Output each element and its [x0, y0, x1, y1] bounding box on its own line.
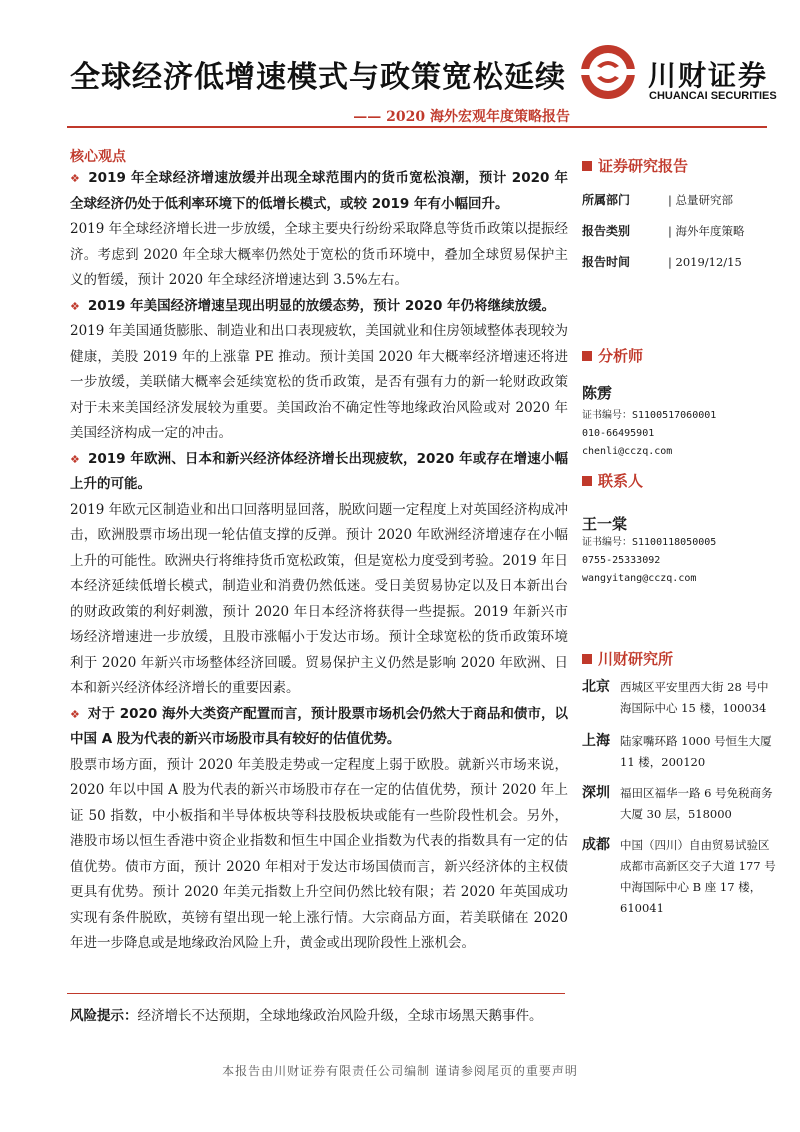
contact-heading [582, 470, 782, 491]
office-address: 陆家嘴环路 1000 号恒生大厦 11 楼，200120 [620, 734, 772, 769]
contact-name: 王一棠 [582, 515, 628, 533]
office-address: 福田区福华一路 6 号免税商务大厦 30 层，518000 [620, 786, 773, 821]
square-bullet-icon [582, 476, 592, 486]
meta-value: | 2019/12/15 [668, 254, 742, 269]
chuancai-logo-icon [580, 44, 636, 100]
analyst-cert: 证书编号：S1100517060001 [582, 410, 717, 421]
diamond-bullet-icon: ❖ [70, 452, 80, 466]
analyst-heading [582, 345, 782, 366]
contact-heading-text: 联系人 [598, 472, 644, 490]
office-city: 北京 [582, 679, 610, 695]
contact-email[interactable]: wangyitang@cczq.com [582, 573, 697, 584]
report-title: 全球经济低增速模式与政策宽松延续 [70, 60, 566, 95]
report-info-heading [582, 155, 782, 176]
section-heading [70, 294, 568, 320]
brand-name-cn: 川财证券 [648, 59, 769, 92]
square-bullet-icon [582, 161, 592, 171]
report-info-heading-text: 证券研究报告 [598, 157, 689, 175]
diamond-bullet-icon: ❖ [70, 172, 81, 185]
risk-note [70, 1004, 543, 1024]
office-address: 西城区平安里西大街 28 号中海国际中心 15 楼，100034 [620, 680, 769, 715]
report-subtitle: —— 2020 海外宏观年度策略报告 [353, 109, 570, 125]
risk-label: 风险提示： [70, 1008, 138, 1024]
footer-disclaimer: 本报告由川财证券有限责任公司编制 谨请参阅尾页的重要声明 [222, 1064, 578, 1078]
office-shanghai [582, 731, 782, 773]
section-body: 2019 年美国通货膨胀、制造业和出口表现疲软，美国就业和住房领域整体表现较为健康，美股 2019 年的上涨靠 PE 推动。预计美国 2020 年大概率经济增速还将进一步放缓，美联储大概率会延续宽松的货币政策，是否有强有力的新一轮财政政策对于未来美国经济发展较为重要。美国政治不确定性等地缘政治风险或对 2020 年美国经济构成一定的冲击。 [70, 323, 568, 441]
risk-text: 经济增长不达预期，全球地缘政治风险升级，全球市场黑天鹅事件。 [137, 1008, 543, 1024]
section-body: 2019 年全球经济增长进一步放缓，全球主要央行纷纷采取降息等货币政策以提振经济。考虑到 2020 年全球大概率仍然处于宽松的货币环境中，叠加全球贸易保护主义的暂缓，预计 2020 年全球经济增速达到 3.5%左右。 [70, 221, 568, 288]
meta-row-department [582, 184, 782, 215]
diamond-bullet-icon: ❖ [70, 707, 80, 721]
office-beijing [582, 677, 782, 719]
institute-heading-text: 川财研究所 [598, 650, 674, 668]
meta-key: 所属部门 [582, 193, 631, 207]
meta-row-category [582, 215, 782, 246]
office-chengdu [582, 835, 782, 919]
section-heading [70, 447, 568, 498]
meta-key: 报告时间 [582, 255, 631, 269]
office-city: 深圳 [582, 785, 610, 801]
square-bullet-icon [582, 351, 592, 361]
office-city: 上海 [582, 733, 610, 749]
core-views-label: 核心观点 [70, 149, 126, 165]
meta-value: | 总量研究部 [668, 192, 734, 207]
sidebar-report-info [582, 155, 782, 277]
analyst-name: 陈雳 [582, 384, 613, 402]
sidebar-institute [582, 648, 782, 919]
sidebar-contact [582, 470, 782, 588]
analyst-heading-text: 分析师 [598, 347, 644, 365]
office-shenzhen [582, 783, 782, 825]
section-body: 股票市场方面，预计 2020 年美股走势或一定程度上弱于欧股。就新兴市场来说，2020 年以中国 A 股为代表的新兴市场股市存在一定的估值优势，预计 2020 年上证 50 指数，中小板指和半导体板块等科技股板块或能有一些阶段性机会。另外，港股市场以恒生香港中资企业指数和恒生中国企业指数为代表的指数具有一定的估值优势。债市方面，预计 2020 年相对于发达市场国债而言，新兴经济体的主权债更具有优势。预计 2020 年美元指数上升空间仍然比较有限；若 2020 年英国成功实现有条件脱欧，英镑有望出现一轮上涨行情。大宗商品方面，若美联储在 2020 年进一步降息或是地缘政治风险上升，黄金或出现阶段性上涨机会。 [70, 756, 568, 951]
section-heading-text: 2019 年全球经济增速放缓并出现全球范围内的货币宽松浪潮，预计 2020 年全球经济仍处于低利率环境下的低增长模式，或较 2019 年有小幅回升。 [70, 170, 568, 212]
sidebar-analyst [582, 345, 782, 461]
section-heading [70, 166, 568, 217]
square-bullet-icon [582, 654, 592, 664]
core-views-body [70, 166, 568, 957]
section-heading-text: 2019 年美国经济增速呈现出明显的放缓态势，预计 2020 年仍将继续放缓。 [87, 297, 556, 314]
office-address: 中国（四川）自由贸易试验区成都市高新区交子大道 177 号中海国际中心 B 座 17 楼，610041 [620, 838, 776, 915]
diamond-bullet-icon: ❖ [70, 299, 80, 313]
analyst-email[interactable]: chenli@cczq.com [582, 446, 673, 457]
section-heading-text: 2019 年欧洲、日本和新兴经济体经济增长出现疲软，2020 年或存在增速小幅上升的可能。 [70, 450, 568, 492]
risk-rule [67, 993, 565, 994]
section-body: 2019 年欧元区制造业和出口回落明显回落，脱欧问题一定程度上对英国经济构成冲击，欧洲股票市场出现一轮估值支撑的反弹。预计 2020 年欧洲经济增速存在小幅上升的可能性。欧洲央行将维持货币宽松政策，但是宽松力度受到考验。2019 年日本经济延续低增长模式，制造业和消费仍然低迷。受日美贸易协定以及日本新出台的财政政策的利好刺激，预计 2020 年日本经济将获得一些提振。2019 年新兴市场经济增速进一步放缓，且股市涨幅小于发达市场。预计全球宽松的货币政策环境利于 2020 年新兴市场整体经济回暖。贸易保护主义仍然是影响 2020 年欧洲、日本和新兴经济体经济增长的重要因素。 [70, 501, 568, 696]
institute-heading [582, 648, 782, 669]
section-heading-text: 对于 2020 海外大类资产配置而言，预计股票市场机会仍然大于商品和债市，以中国 A 股为代表的新兴市场股市具有较好的估值优势。 [70, 705, 568, 747]
meta-key: 报告类别 [582, 224, 631, 238]
contact-cert: 证书编号：S1100118050005 [582, 537, 717, 548]
meta-value: | 海外年度策略 [668, 223, 745, 238]
header-rule [67, 126, 767, 128]
contact-phone: 0755-25333092 [582, 555, 661, 566]
analyst-phone: 010-66495901 [582, 428, 655, 439]
brand-name-en: CHUANCAI SECURITIES [649, 90, 777, 102]
section-heading [70, 702, 568, 753]
meta-row-date [582, 246, 782, 277]
office-city: 成都 [582, 837, 610, 853]
